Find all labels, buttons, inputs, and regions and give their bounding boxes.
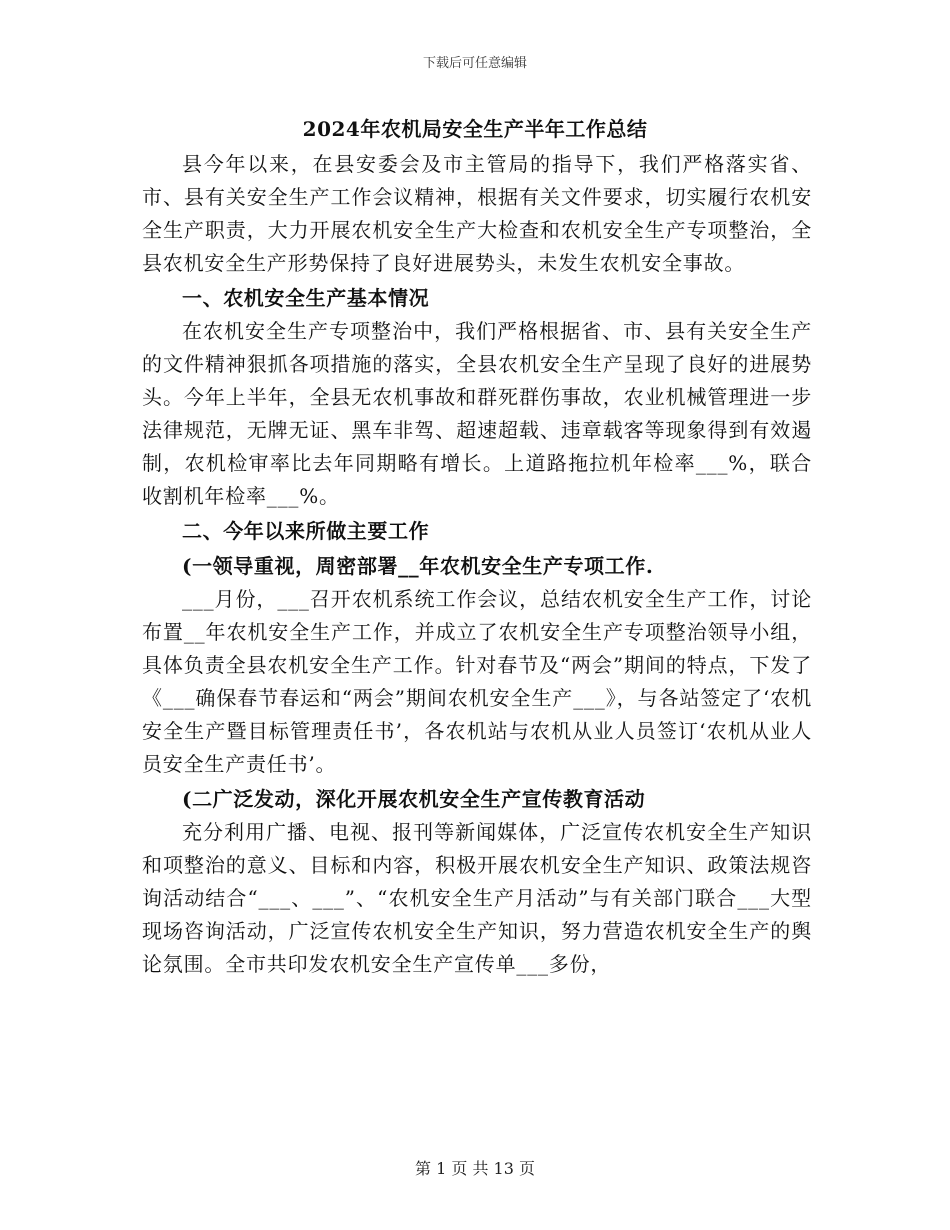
subsection-heading-1: (一领导重视，周密部署__年农机安全生产专项工作. [182, 554, 654, 578]
document-body [142, 148, 812, 981]
paragraph-basic-situation: 在农机安全生产专项整治中，我们严格根据省、市、县有关安全生产的文件精神狠抓各项措施的落实，全县农机安全生产呈现了良好的进展势头。今年上半年，全县无农机事故和群死群伤事故，农业机械管理进一步法律规范，无牌无证、黑车非驾、超速超载、违章载客等现象得到有效遏制，农机检审率比去年同期略有增长。上道路拖拉机年检率___%，联合收割机年检率___%。 [142, 319, 812, 508]
paragraph-publicity: 充分利用广播、电视、报刊等新闻媒体，广泛宣传农机安全生产知识和项整治的意义、目标和内容，积极开展农机安全生产知识、政策法规咨询活动结合“___、___”、“农机安全生产月活动”与有关部门联合___大型现场咨询活动，广泛宣传农机安全生产知识，努力营造农机安全生产的舆论氛围。全市共印发农机安全生产宣传单___多份， [142, 820, 812, 976]
paragraph-intro: 县今年以来，在县安委会及市主管局的指导下，我们严格落实省、市、县有关安全生产工作会议精神，根据有关文件要求，切实履行农机安全生产职责，大力开展农机安全生产大检查和农机安全生产专项整治，全县农机安全生产形势保持了良好进展势头，未发生农机安全事故。 [142, 152, 812, 275]
page-footer: 第 1 页 共 13 页 [415, 1159, 535, 1178]
section-heading-1: 一、农机安全生产基本情况 [182, 286, 430, 310]
paragraph-leadership: ___月份，___召开农机系统工作会议，总结农机安全生产工作，讨论布置__年农机安全生产工作，并成立了农机安全生产专项整治领导小组，具体负责全县农机安全生产工作。针对春节及“两会”期间的特点，下发了《___确保春节春运和“两会”期间农机安全生产___》，与各站签定了‘农机安全生产暨目标管理责任书’，各农机站与农机从业人员签订‘农机从业人员安全生产责任书’。 [142, 587, 812, 776]
section-heading-2: 二、今年以来所做主要工作 [182, 519, 430, 543]
subsection-heading-2: (二广泛发动，深化开展农机安全生产宣传教育活动 [182, 787, 646, 811]
header-note: 下载后可任意编辑 [422, 56, 527, 71]
document-title: 2024年农机局安全生产半年工作总结 [302, 117, 648, 141]
